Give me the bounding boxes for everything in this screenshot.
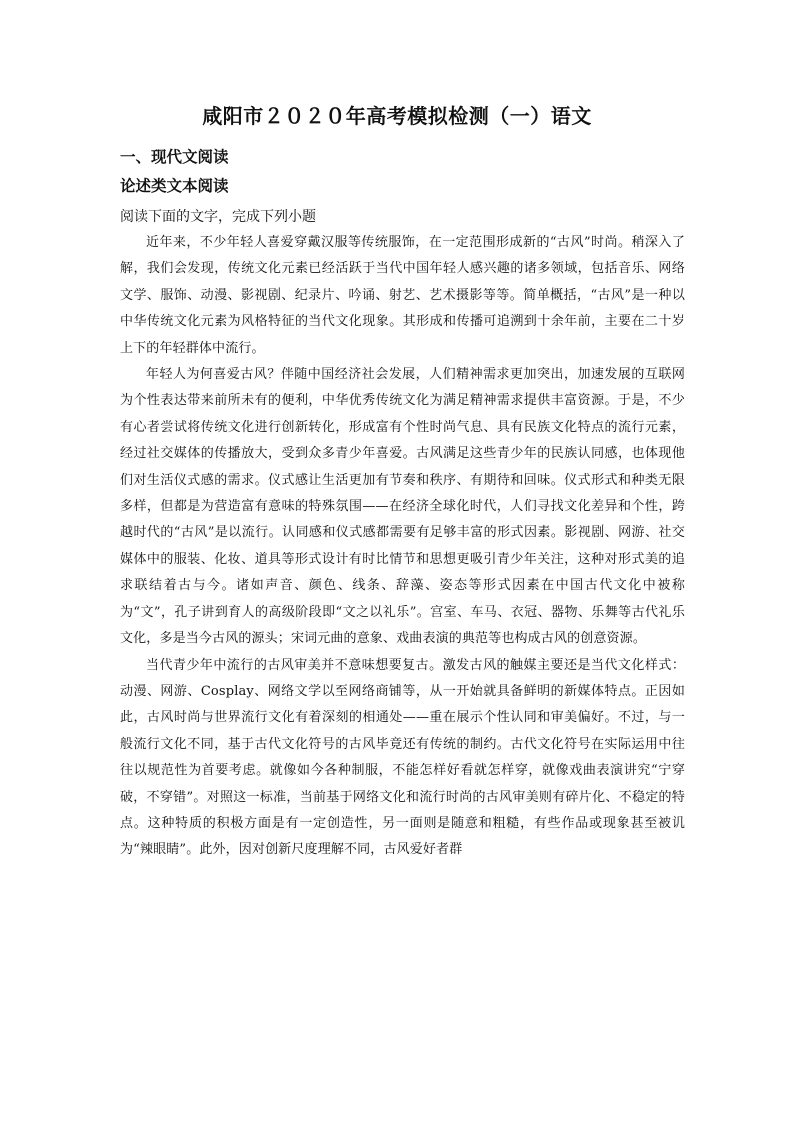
passage-paragraph-2: 年轻人为何喜爱古风？伴随中国经济社会发展，人们精神需求更加突出，加速发展的互联网为个性表达带来前所未有的便利，中华优秀传统文化为满足精神需求提供丰富资源。于是，不少有心者尝试将传统文化进行创新转化，形成富有个性时尚气息、具有民族文化特点的流行元素，经过社交媒体的传播放大，受到众多青少年喜爱。古风满足这些青少年的民族认同感，也体现他们对生活仪式感的需求。仪式感让生活更加有节奏和秩序、有期待和回味。仪式形式和种类无限多样，但都是为营造富有意味的特殊氛围——在经济全球化时代，人们寻找文化差异和个性，跨越时代的“古风”是以流行。认同感和仪式感都需要有足够丰富的形式因素。影视剧、网游、社交媒体中的服装、化妆、道具等形式设计有时比情节和思想更吸引青少年关注，这种对形式美的追求联结着古与今。诸如声音、颜色、线条、辞藻、姿态等形式因素在中国古代文化中被称为“文”，孔子讲到育人的高级阶段即“文之以礼乐”。宫室、车马、衣冠、器物、乐舞等古代礼乐文化，多是当今古风的源头；宋词元曲的意象、戏曲表演的典范等也构成古风的创意资源。	[120, 367, 685, 647]
passage-body	[120, 230, 685, 864]
passage-paragraph-1: 近年来，不少年轻人喜爱穿戴汉服等传统服饰，在一定范围形成新的“古风”时尚。稍深入了解，我们会发现，传统文化元素已经活跃于当代中国年轻人感兴趣的诸多领域，包括音乐、网络文学、服饰、动漫、影视剧、纪录片、吟诵、射艺、艺术摄影等等。简单概括，“古风”是一种以中华传统文化元素为风格特征的当代文化现象。其形成和传播可追溯到十余年前，主要在二十岁上下的年轻群体中流行。	[120, 235, 685, 356]
subsection-heading: 论述类文本阅读	[120, 177, 229, 195]
section-heading: 一、现代文阅读	[120, 148, 229, 166]
reading-instruction: 阅读下面的文字，完成下列小题	[120, 209, 316, 225]
passage-paragraph-3: 当代青少年中流行的古风审美并不意味想要复古。激发古风的触媒主要还是当代文化样式：动漫、网游、Cosplay、网络文学以至网络商铺等，从一开始就具备鲜明的新媒体特点。正因如此，古风时尚与世界流行文化有着深刻的相通处——重在展示个性认同和审美偏好。不过，与一般流行文化不同，基于古代文化符号的古风毕竟还有传统的制约。古代文化符号在实际运用中往往以规范性为首要考虑。就像如今各种制服，不能怎样好看就怎样穿，就像戏曲表演讲究“宁穿破，不穿错”。对照这一标准，当前基于网络文化和流行时尚的古风审美则有碎片化、不稳定的特点。这种特质的积极方面是有一定创造性，另一面则是随意和粗糙，有些作品或现象甚至被讥为“辣眼睛”。此外，因对创新尺度理解不同，古风爱好者群	[120, 657, 685, 858]
document-title: 咸阳市２０２０年高考模拟检测（一）语文	[202, 104, 592, 128]
